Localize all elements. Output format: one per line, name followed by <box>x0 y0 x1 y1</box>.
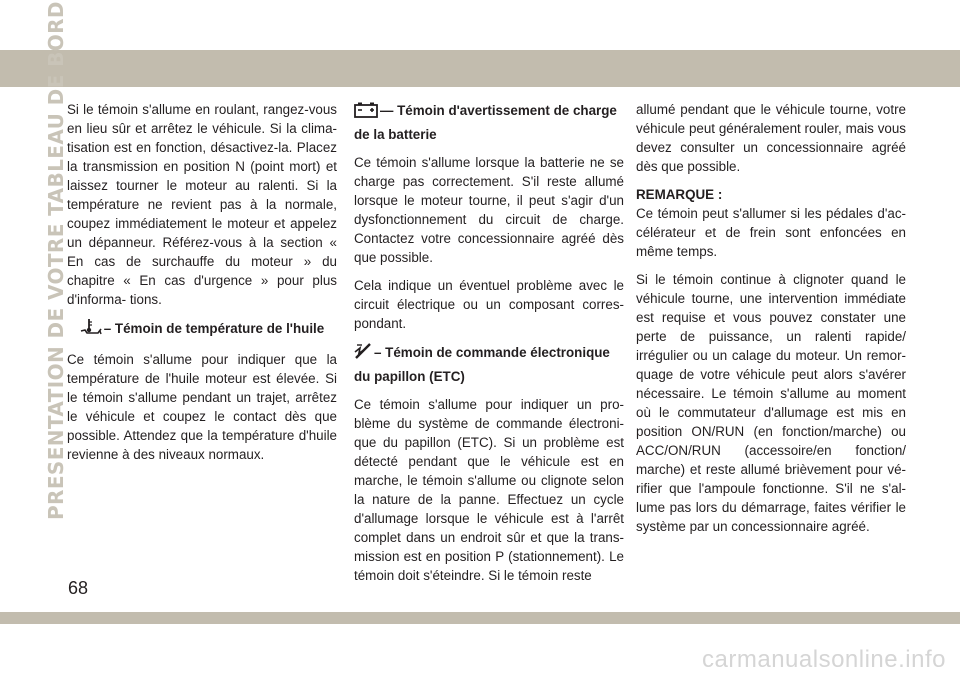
paragraph: Ce témoin s'allume pour indiquer que la température de l'huile moteur est élevée. Si le témoin s'allume pendant un trajet, arrêtez le véhicule et coupez le contact dès que possible. Attendez que la température d'huile revienne à des niveaux normaux. <box>67 352 337 462</box>
section-heading-etc <box>354 342 624 387</box>
note-text: Ce témoin peut s'allumer si les pédales d'ac- célérateur et de frein sont enfoncées en même temps. <box>636 206 906 259</box>
paragraph: Si le témoin continue à clignoter quand le véhicule tourne, une intervention immédiate est requise et vous pouvez constater une perte de puissance, un ralenti rapide/ irrégulier ou un calage du moteur. Un remor- quage de votre véhicule peut alors s'avérer nécessaire. Le témoin s'allume au moment où le commutateur d'allumage est mis en position ON/RUN (en fonction/marche) ou ACC/ON/RUN (accessoire/en fonction/ marche) et reste allumé brièvement pour vé- rifier que l'ampoule fonctionne. S'il ne s'al- lume pas lors du démarrage, faites vérifier le système par un concessionnaire agréé. <box>636 272 906 534</box>
section-heading-oil-temperature <box>67 318 337 342</box>
column-1 <box>67 100 337 473</box>
oil-temperature-icon <box>80 318 102 342</box>
section-heading-text: — Témoin d'avertissement de charge de la batterie <box>354 103 617 142</box>
section-heading-text: – Témoin de commande électronique du papillon (ETC) <box>354 345 610 384</box>
column-2 <box>354 100 624 594</box>
watermark: carmanualsonline.info <box>702 646 946 673</box>
section-heading-text: – Témoin de température de l'huile <box>103 321 325 336</box>
paragraph: Si le témoin s'allume en roulant, rangez-vous en lieu sûr et arrêtez le véhicule. Si la clima- tisation est en fonction, désactivez-la. Placez la transmission en position N (point mort) et laissez tourner le moteur au ralenti. Si la température ne revient pas à la normale, coupez immédiatement le moteur et appelez un dépanneur. Référez-vous à la section « En cas de surchauffe du moteur » du chapitre « En cas d'urgence » pour plus d'informa- tions. <box>67 102 337 307</box>
header-band <box>0 50 960 87</box>
paragraph: Cela indique un éventuel problème avec le circuit électrique ou un composant corres- pondant. <box>354 278 624 331</box>
page-number: 68 <box>68 578 89 598</box>
paragraph: Ce témoin s'allume pour indiquer un pro- blème du système de commande électroni- que du papillon (ETC). Si un problème est détecté pendant que le véhicule est en marche, le témoin s'allume ou clignote selon la nature de la panne. Effectuez un cycle d'allumage lorsque le véhicule est à l'arrêt complet dans un endroit sûr et que la trans- mission est en position P (stationnement). Le témoin doit s'éteindre. Si le témoin reste <box>354 397 624 583</box>
electronic-throttle-icon <box>354 342 372 366</box>
column-3 <box>636 100 906 545</box>
section-heading-battery <box>354 100 624 145</box>
footer-band <box>0 612 960 624</box>
note-label: REMARQUE : <box>636 187 723 202</box>
paragraph: Ce témoin s'allume lorsque la batterie ne se charge pas correctement. S'il reste allumé lorsque le moteur tourne, il peut s'agir d'un dysfonctionnement du circuit de charge. Contactez votre concessionnaire agréé dès que possible. <box>354 155 624 265</box>
paragraph: allumé pendant que le véhicule tourne, votre véhicule peut généralement rouler, mais vous devez consulter un concessionnaire agréé dès que possible. <box>636 102 906 174</box>
battery-icon <box>354 102 378 124</box>
chapter-side-title: PRESENTATION DE VOTRE TABLEAU DE BORD <box>44 1 68 520</box>
